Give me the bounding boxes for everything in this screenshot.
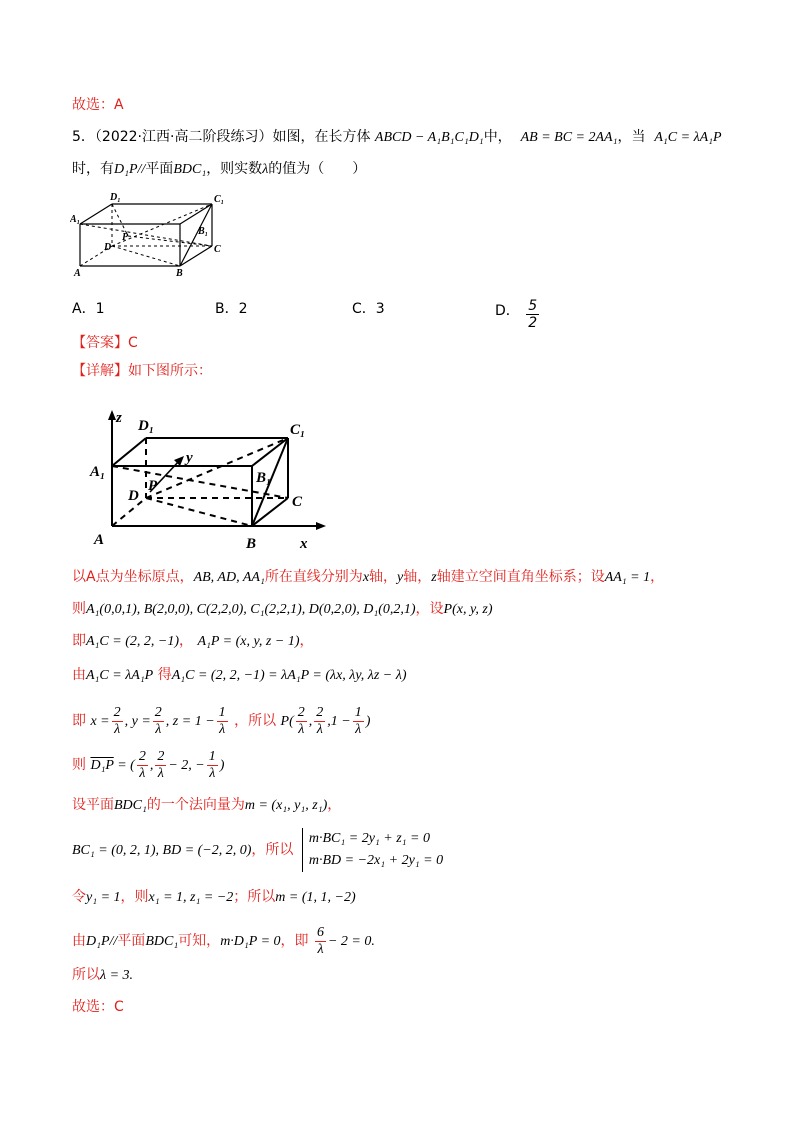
axis-label-z: z <box>116 410 122 426</box>
solution-line-8: BC₁ = (0, 2, 1), BD = (−2, 2, 0)，所以 m·BC₁ = 2y₁ + z₁ = 0 m·BD = −2x₁ + 2y₁ = 0 <box>72 828 443 873</box>
label-a: A <box>74 268 81 279</box>
label-d1-coord: D₁ <box>138 418 155 434</box>
solution-line-9: 令y₁ = 1，则x₁ = 1, z₁ = −2；所以m = (1, 1, −2) <box>72 889 356 905</box>
label-a1: A₁ <box>70 214 81 225</box>
answer-tag: 【答案】 <box>72 335 128 351</box>
label-c1-coord: C₁ <box>290 422 306 438</box>
label-a-coord: A <box>94 532 105 548</box>
solution-line-1: 以A点为坐标原点，AB, AD, AA₁所在直线分别为x轴，y轴，z轴建立空间直角坐标系；设AA₁ = 1， <box>72 569 665 585</box>
cuboid-figure-small <box>70 190 230 280</box>
solution-line-5: 即 x = $\frac{2}{\lambda}$ , y = $\frac{2}{\lambda}$ , z = 1 − $\frac{1}{\lambda}$ ，所以 P( $\frac{2}{\lambda}$ , $\frac{2}{\lambda}$ ,1 − $\frac{1}{\lambda}$ ) <box>72 705 371 738</box>
final-answer: 故选：C <box>72 999 124 1015</box>
question-number: 5． <box>72 129 95 145</box>
equation-system: m·BC₁ = 2y₁ + z₁ = 0 m·BD = −2x₁ + 2y₁ = 0 <box>302 828 443 872</box>
label-b1-coord: B₁ <box>256 470 272 486</box>
label-d: D <box>104 242 112 253</box>
previous-answer: 故选：A <box>72 97 124 113</box>
label-p: P <box>122 232 129 243</box>
question-source: （2022·江西·高二阶段练习） <box>94 129 273 145</box>
option-c: C．3 <box>352 301 385 317</box>
question-line-1: 5．（2022·江西·高二阶段练习）如图，在长方体 ABCD − A₁B₁C₁D₁中， AB = BC = 2AA₁，当 A₁C = λA₁P <box>72 129 722 145</box>
detail-line <box>72 362 212 380</box>
cuboid-figure-coordinates <box>88 408 348 558</box>
question-line-2: 时，有D₁P//平面BDC₁，则实数λ的值为（ ） <box>72 161 367 177</box>
label-b1: B₁ <box>198 226 209 237</box>
label-c: C <box>214 244 221 255</box>
edge-condition: AB = BC = 2AA₁ <box>520 130 618 145</box>
solution-line-10: 由D₁P//平面BDC₁可知，m·D₁P = 0，即 $\frac{6}{\lambda}$ − 2 = 0. <box>72 925 375 958</box>
axis-label-y: y <box>186 450 193 466</box>
option-d: D． $\frac{5}{2}$ <box>495 298 538 331</box>
vector-condition: A₁C = λA₁P <box>654 130 722 145</box>
label-c1: C₁ <box>214 194 225 205</box>
solution-line-7: 设平面BDC₁的一个法向量为m = (x₁, y₁, z₁)， <box>72 797 342 813</box>
detail-intro: 如下图所示： <box>128 363 212 379</box>
option-b: B．2 <box>215 301 248 317</box>
label-a1-coord: A₁ <box>90 464 106 480</box>
option-d-fraction: $\frac{5}{2}$ <box>528 298 538 331</box>
answer-value: C <box>128 335 138 351</box>
detail-tag: 【详解】 <box>72 363 128 379</box>
label-d-coord: D <box>128 488 139 504</box>
solution-line-11: 所以λ = 3. <box>72 967 134 983</box>
solution-line-3: 即A₁C = (2, 2, −1)， A₁P = (x, y, z − 1)， <box>72 633 314 649</box>
solution-line-6: 则 D₁P = ( $\frac{2}{\lambda}$ , $\frac{2}{\lambda}$ − 2, − $\frac{1}{\lambda}$ ) <box>72 749 225 782</box>
solid-name: ABCD − A₁B₁C₁D₁ <box>374 130 484 145</box>
answer-line <box>72 334 138 352</box>
solution-line-4: 由A₁C = λA₁P 得A₁C = (2, 2, −1) = λA₁P = (λx, λy, λz − λ) <box>72 667 407 683</box>
label-b-coord: B <box>246 536 257 552</box>
label-p-coord: P <box>148 478 158 494</box>
label-b: B <box>176 268 183 279</box>
label-c-coord: C <box>292 494 303 510</box>
option-a: A．1 <box>72 301 105 317</box>
solution-line-2: 则A₁(0,0,1), B(2,0,0), C(2,2,0), C₁(2,2,1), D(0,2,0), D₁(0,2,1)，设P(x, y, z) <box>72 601 493 617</box>
axis-label-x: x <box>300 536 308 552</box>
label-d1: D₁ <box>110 192 121 203</box>
